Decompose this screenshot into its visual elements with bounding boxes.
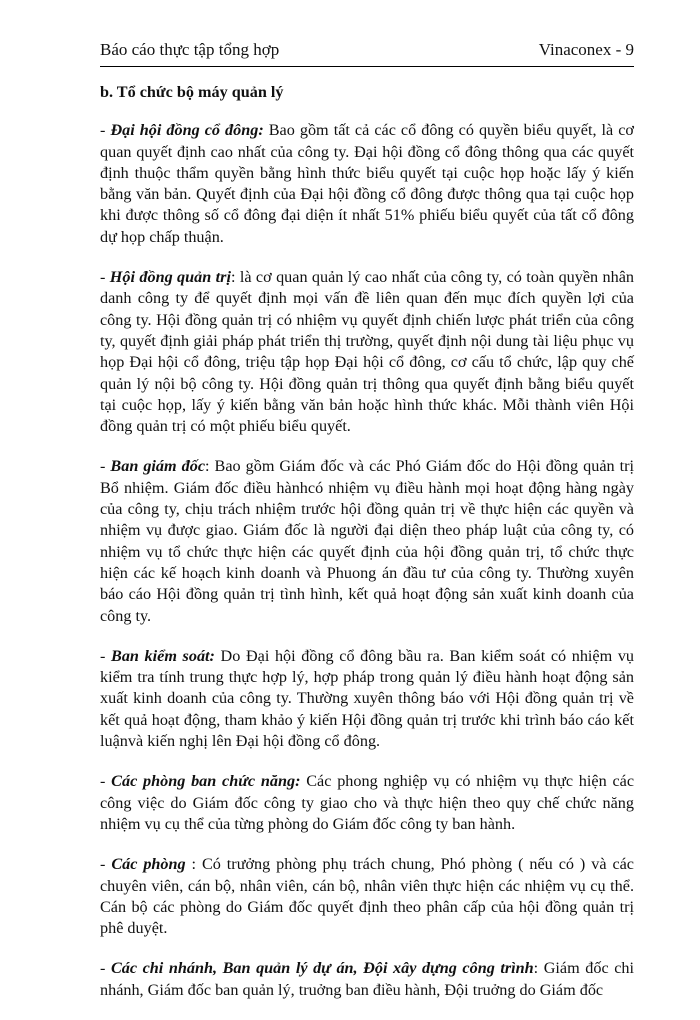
header-title: Báo cáo thực tập tổng hợp — [100, 40, 280, 59]
paragraph-dai-hoi-dong-co-dong — [100, 120, 634, 248]
paragraph-label: Các chi nhánh, Ban quản lý dự án, Đội xây dựng công trình — [110, 959, 534, 978]
header-rule — [100, 66, 634, 67]
paragraph-prefix: - — [100, 646, 112, 665]
paragraph-label: Ban kiểm soát: — [111, 646, 215, 665]
paragraph-text: Do Đại hội đồng cổ đông bầu ra. Ban kiểm soát có nhiệm vụ kiểm tra tính trung thực hợp lý, hợp pháp trong quản lý điều hành hoạt động sản xuất kinh doanh của công ty. Thường xuyên thông báo với Hội đồng quản trị về kết quả hoạt động, tham khảo ý kiến Hội đồng quản trị trước khi trình báo cáo kết luậnvà kiến nghị lên Đại hội đồng cổ đông. — [100, 646, 635, 751]
paragraph-label: Ban giám đốc — [110, 457, 206, 476]
paragraph-prefix: - — [100, 268, 110, 287]
paragraph-text: : là cơ quan quản lý cao nhất của công ty, có toàn quyền nhân danh công ty để quyết định mọi vấn đề liên quan đến mục đích quyền lợi của công ty. Hội đồng quản trị có nhiệm vụ quyết định chiến lược phát triển của công ty, quyết định giải pháp phát triển thị trường, quyết định nội dung tài liệu phục vụ họp Đại hội cổ đông, triệu tập họp Đại hội cổ đông, cơ cấu tổ chức, lập quy chế quản lý nội bộ công ty. Hội đồng quản trị thông qua quyết định bằng biểu quyết tại cuộc họp, lấy ý kiến bằng văn bản hoặc hình thức khác. Mỗi thành viên Hội đồng quản trị có một phiếu biểu quyết. — [100, 268, 634, 436]
paragraph-ban-giam-doc — [100, 456, 634, 626]
paragraph-hoi-dong-quan-tri — [100, 267, 634, 437]
paragraph-cac-phong — [100, 854, 634, 939]
paragraph-prefix: - — [100, 121, 111, 140]
paragraph-cac-phong-ban-chuc-nang — [100, 771, 634, 835]
paragraph-label: Các phòng — [111, 855, 186, 874]
paragraph-label: Hội đồng quản trị — [109, 268, 231, 287]
paragraph-label: Đại hội đồng cổ đông: — [110, 121, 264, 140]
page-header — [100, 40, 634, 62]
paragraph-cac-chi-nhanh — [100, 958, 634, 1001]
section-title: b. Tổ chức bộ máy quản lý — [100, 83, 284, 101]
paragraph-prefix: - — [100, 772, 112, 791]
paragraph-label: Các phòng ban chức năng: — [111, 772, 301, 791]
paragraph-prefix: - — [100, 855, 112, 874]
paragraph-text: : Bao gồm Giám đốc và các Phó Giám đốc do Hội đồng quản trị Bổ nhiệm. Giám đốc điều hànhcó nhiệm vụ điều hành mọi hoạt động hàng ngày của công ty, chịu trách nhiệm trước hội đồng quản trị về thực hiện các quyền và nhiệm vụ được giao. Giám đốc là người đại diện theo pháp luật của công ty, có nhiệm vụ tổ chức thực hiện các quyết định của hội đồng quản trị, tổ chức thực hiện các kế hoạch kinh doanh và Phuong án đầu tư của công ty. Thường xuyên báo cáo Hội đồng quản trị tình hình, kết quả hoạt động sản xuất kinh doanh của công ty. — [100, 457, 635, 625]
header-company: Vinaconex - 9 — [538, 40, 634, 59]
paragraph-text: Bao gồm tất cả các cổ đông có quyền biểu quyết, là cơ quan quyết định cao nhất của công ty. Đại hội đồng cổ đông thông qua các quyết định thuộc thẩm quyền bằng hình thức biểu quyết tại cuộc họp hoặc lấy ý kiến bằng văn bản. Quyết định của Đại hội đồng cổ đông được thông qua tại cuộc họp khi được thông số cổ đông đại diện ít nhất 51% phiếu biểu quyết của tất cổ đông dự họp chấp thuận. — [100, 121, 634, 246]
paragraph-prefix: - — [100, 959, 111, 978]
paragraph-text: : Giám đốc chi nhánh, Giám đốc ban quản lý, truởng ban điều hành, Đội truởng do Giám đốc — [100, 959, 634, 999]
paragraph-prefix: - — [100, 457, 111, 476]
paragraph-text: Các phong nghiệp vụ có nhiệm vụ thực hiện các công việc do Giám đốc công ty giao cho và thực hiện theo quy chế chức năng nhiệm vụ cụ thể của từng phòng do Giám đốc công ty ban hành. — [100, 772, 635, 833]
paragraph-text: : Có trưởng phòng phụ trách chung, Phó phòng ( nếu có ) và các chuyên viên, cán bộ, nhân viên, cán bộ, nhân viên thực hiện các nhiệm vụ cụ thể. Cán bộ các phòng do Giám đốc quyết định theo phân cấp của hội đồng quản trị phê duyệt. — [100, 855, 634, 938]
document-body — [100, 82, 634, 1020]
paragraph-ban-kiem-soat — [100, 646, 634, 752]
